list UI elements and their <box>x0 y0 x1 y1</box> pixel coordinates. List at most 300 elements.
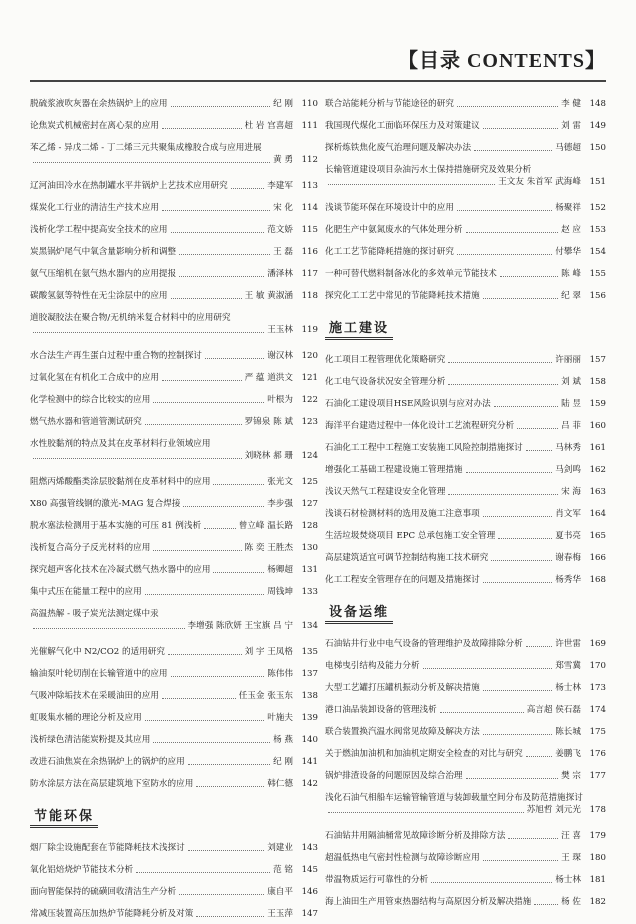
toc-entry[interactable] <box>325 764 606 786</box>
dot-leader <box>145 720 264 721</box>
toc-entry-title: 高温热解 - 吸子炭光法测定煤中汞 <box>30 609 159 619</box>
toc-entry-author: 杨士林 <box>555 875 581 885</box>
toc-entry[interactable] <box>30 640 318 662</box>
toc-entry[interactable] <box>30 114 318 136</box>
toc-entry-page: 134 <box>301 621 318 631</box>
toc-entry-author: 黄 勇 <box>273 155 293 165</box>
toc-entry-author: 杨卿超 <box>267 565 293 575</box>
toc-entry[interactable] <box>30 602 318 640</box>
toc-entry-author: 汪 喜 <box>561 831 581 841</box>
dot-leader <box>196 786 264 787</box>
toc-entry-page: 173 <box>589 683 606 693</box>
dot-leader <box>483 690 553 691</box>
toc-entry-author: 杜 岩 宫喜超 <box>244 121 293 131</box>
toc-entry[interactable] <box>30 366 318 388</box>
toc-entry[interactable] <box>325 676 606 698</box>
toc-entry-author: 刘晓林 郝 珊 <box>244 451 293 461</box>
toc-entry[interactable] <box>30 470 318 492</box>
toc-entry[interactable] <box>30 388 318 410</box>
toc-entry-title: 浅析绿色清洁能炭粉提及其应用 <box>30 735 151 745</box>
toc-entry-title: 改进石油焦炭在余热锅炉上的锅炉的应用 <box>30 757 185 767</box>
dot-leader <box>457 254 552 255</box>
toc-entry[interactable] <box>30 432 318 470</box>
toc-entry-title: 化工工艺节能降耗措施的探讨研究 <box>325 247 454 257</box>
toc-entry-title: 增强化工基础工程建设施工管理措施 <box>325 465 463 475</box>
dot-leader <box>33 458 242 459</box>
toc-entry-page: 159 <box>589 399 606 409</box>
toc-entry-author: 罗锦泉 陈 斌 <box>244 417 293 427</box>
toc-entry-title: 探究超声客化技术在冷凝式燃气热水器中的应用 <box>30 565 211 575</box>
toc-entry[interactable] <box>325 392 606 414</box>
dot-leader <box>213 572 264 573</box>
toc-entry[interactable] <box>325 720 606 742</box>
toc-entry-title: 浅谈石材检测材料的选用及施工注意事项 <box>325 509 480 519</box>
equipment-toc-list <box>325 632 606 912</box>
toc-entry[interactable] <box>325 568 606 590</box>
toc-entry-author: 陈伟伟 <box>267 669 293 679</box>
dot-leader <box>153 550 241 551</box>
toc-entry-author: 吕 菲 <box>561 421 581 431</box>
toc-entry-meta <box>30 324 318 340</box>
toc-entry-page: 135 <box>301 647 318 657</box>
toc-entry-title: 化工工程安全管理存在的问题及措施探讨 <box>325 575 480 585</box>
toc-entry[interactable] <box>30 174 318 196</box>
toc-entry[interactable] <box>325 370 606 392</box>
toc-entry[interactable] <box>325 414 606 436</box>
toc-entry-title: 脱水塞法检测用于基本实施的可压 81 例浅析 <box>30 521 202 531</box>
dot-leader <box>526 646 553 647</box>
toc-entry-page: 164 <box>589 509 606 519</box>
toc-entry-author: 刘建业 <box>267 843 293 853</box>
toc-entry[interactable] <box>325 824 606 846</box>
toc-entry[interactable] <box>325 698 606 720</box>
toc-entry-title: 脱硫浆液吹灰器在余热锅炉上的应用 <box>30 99 168 109</box>
dot-leader <box>196 916 264 917</box>
toc-entry[interactable] <box>325 868 606 890</box>
toc-entry-page: 148 <box>589 99 606 109</box>
toc-entry[interactable] <box>325 546 606 568</box>
toc-entry-author: 任玉金 张玉东 <box>238 691 293 701</box>
toc-entry-page: 150 <box>589 143 606 153</box>
toc-entry-author: 刘 雷 <box>561 121 581 131</box>
dot-leader <box>517 428 558 429</box>
toc-entry-page: 165 <box>589 531 606 541</box>
dot-leader <box>457 210 552 211</box>
toc-entry[interactable] <box>30 772 318 794</box>
dot-leader <box>483 298 558 299</box>
toc-entry-page: 143 <box>301 843 318 853</box>
toc-entry-meta <box>325 176 606 192</box>
header-rule <box>30 80 606 82</box>
dot-leader <box>494 406 558 407</box>
toc-entry-title: 水性胶黏剂的特点及其在皮革材料行业领域应用 <box>30 439 211 449</box>
toc-entry-author: 杨 佐 <box>561 897 581 907</box>
toc-entry[interactable] <box>30 706 318 728</box>
toc-entry[interactable] <box>30 218 318 240</box>
toc-entry-author: 纪 刚 <box>273 99 293 109</box>
toc-entry-title: 石油钻井行业中电气设备的管理维护及故障排除分析 <box>325 639 523 649</box>
toc-entry-author: 肖文军 <box>555 509 581 519</box>
toc-entry-page: 152 <box>589 203 606 213</box>
toc-entry-title: 浅议天然气工程建设安全化管理 <box>325 487 446 497</box>
toc-entry-author: 刘 宇 王凤格 <box>244 647 293 657</box>
dot-leader <box>498 538 552 539</box>
toc-entry-title: 化学检测中的综合比较实的应用 <box>30 395 151 405</box>
toc-entry-title: 石油钻井用隔油桶常见故障诊断分析及排除方法 <box>325 831 506 841</box>
toc-entry-page: 169 <box>589 639 606 649</box>
dot-leader <box>466 778 559 779</box>
toc-entry[interactable] <box>325 158 606 196</box>
toc-entry[interactable] <box>30 880 318 902</box>
toc-entry[interactable] <box>325 262 606 284</box>
toc-entry[interactable] <box>325 890 606 912</box>
contents-header: 【目录 CONTENTS】 <box>397 50 606 72</box>
dot-leader <box>483 582 553 583</box>
toc-entry-author: 范 铭 <box>273 865 293 875</box>
dot-leader <box>162 128 242 129</box>
toc-entry[interactable] <box>325 502 606 524</box>
toc-entry-page: 120 <box>301 351 318 361</box>
toc-entry-title: 氧化铝焙烧炉节能技术分析 <box>30 865 134 875</box>
toc-entry-author: 曾立峰 温长路 <box>238 521 293 531</box>
toc-entry-page: 127 <box>301 499 318 509</box>
dot-leader <box>205 358 264 359</box>
toc-entry-author: 叶根为 <box>267 395 293 405</box>
toc-entry-author: 王 磊 <box>273 247 293 257</box>
toc-entry[interactable] <box>325 654 606 676</box>
toc-entry-title: 海洋平台建造过程中一体化设计工艺流程研究分析 <box>325 421 515 431</box>
toc-entry-title: 阻燃丙烯酸酯类涂层胶黏剂在皮革材料中的应用 <box>30 477 211 487</box>
toc-entry-page: 121 <box>301 373 318 383</box>
toc-entry-title: 电梯曳引结构及能力分析 <box>325 661 420 671</box>
toc-entry[interactable] <box>30 92 318 114</box>
toc-entry-page: 112 <box>301 155 318 165</box>
toc-entry-page: 182 <box>589 897 606 907</box>
toc-entry-page: 110 <box>301 99 318 109</box>
dot-leader <box>179 894 264 895</box>
toc-entry-author: 康自平 <box>267 887 293 897</box>
toc-entry-title: 我国现代煤化工面临环保压力及对策建议 <box>325 121 480 131</box>
toc-entry-title: X80 高强管线钢的激光-MAG 复合焊接 <box>30 499 181 509</box>
toc-entry-author: 李 健 <box>561 99 581 109</box>
toc-entry-title: 探析炼铁焦化废气治理问题及解决办法 <box>325 143 472 153</box>
toc-entry-page: 141 <box>301 757 318 767</box>
toc-entry-author: 陈 奕 王胜杰 <box>244 543 293 553</box>
dot-leader <box>474 150 552 151</box>
toc-entry-author: 潘泽林 <box>267 269 293 279</box>
toc-entry[interactable] <box>325 632 606 654</box>
toc-entry[interactable] <box>30 136 318 174</box>
toc-entry[interactable] <box>30 262 318 284</box>
toc-entry-author: 谢汉林 <box>267 351 293 361</box>
toc-entry-page: 124 <box>301 451 318 461</box>
toc-entry-title: 苯乙烯 - 异戊二烯 - 丁二烯三元共聚集成橡胶合成与应用进展 <box>30 143 262 153</box>
dot-leader <box>183 506 264 507</box>
toc-entry-page: 153 <box>589 225 606 235</box>
toc-entry-author: 赵 应 <box>561 225 581 235</box>
toc-entry-page: 125 <box>301 477 318 487</box>
dot-leader <box>500 276 558 277</box>
toc-entry-page: 118 <box>301 291 318 301</box>
toc-entry-title: 港口油品装卸设备的管理浅析 <box>325 705 437 715</box>
left-column <box>30 92 318 924</box>
toc-entry-author: 宋 化 <box>273 203 293 213</box>
toc-entry-title: 炭黑锅炉尾气中氧含量影响分析和调整 <box>30 247 177 257</box>
dot-leader <box>431 882 552 883</box>
toc-entry-author: 郑雪冀 <box>555 661 581 671</box>
toc-entry-author: 陈长城 <box>555 727 581 737</box>
toc-entry-title: 煤炭化工行业的清洁生产技术应用 <box>30 203 159 213</box>
toc-entry-title: 长输管道建设项目杂油污水土保持措施研究及效果分析 <box>325 165 532 175</box>
toc-entry-title: 浅谈节能环保在环境设计中的应用 <box>325 203 454 213</box>
dot-leader <box>179 254 270 255</box>
left-toc-list <box>30 92 318 794</box>
dot-leader <box>171 676 265 677</box>
dot-leader <box>162 210 270 211</box>
toc-entry-title: 化工项目工程管理优化策略研究 <box>325 355 446 365</box>
toc-entry[interactable] <box>325 348 606 370</box>
toc-entry-title: 虹吸集水桶的理论分析及应用 <box>30 713 142 723</box>
toc-entry[interactable] <box>325 218 606 240</box>
toc-entry-page: 155 <box>589 269 606 279</box>
toc-entry-page: 175 <box>589 727 606 737</box>
toc-entry-author: 周钱坤 <box>267 587 293 597</box>
toc-entry-title: 浅析化学工程中提高安全技术的应用 <box>30 225 168 235</box>
toc-entry-title: 光催解气化中 N2/CO2 的适用研究 <box>30 647 165 657</box>
toc-entry-page: 142 <box>301 779 318 789</box>
toc-entry[interactable] <box>325 136 606 158</box>
toc-entry-title: 关于燃油加油机和加油机定期安全检查的对比与研究 <box>325 749 523 759</box>
energy-toc-list <box>30 836 318 924</box>
toc-entry[interactable] <box>325 742 606 764</box>
toc-entry[interactable] <box>30 492 318 514</box>
toc-entry-author: 马林秀 <box>555 443 581 453</box>
toc-entry-page: 176 <box>589 749 606 759</box>
dot-leader <box>231 188 265 189</box>
toc-entry-page: 116 <box>301 247 318 257</box>
toc-entry-author: 姜鹏飞 <box>555 749 581 759</box>
dot-leader <box>440 712 524 713</box>
toc-entry-page: 130 <box>301 543 318 553</box>
toc-entry-title: 锅炉排渣设备的问题原因及综合治理 <box>325 771 463 781</box>
toc-entry[interactable] <box>30 240 318 262</box>
dot-leader <box>171 232 265 233</box>
toc-entry-page: 168 <box>589 575 606 585</box>
toc-entry[interactable] <box>325 786 606 824</box>
toc-entry-page: 138 <box>301 691 318 701</box>
toc-entry[interactable] <box>30 306 318 344</box>
toc-entry[interactable] <box>30 344 318 366</box>
right-column <box>325 92 606 912</box>
dot-leader <box>483 860 558 861</box>
toc-entry-title: 集中式压在能量工程中的应用 <box>30 587 142 597</box>
toc-entry-title: 联合站能耗分析与节能途径的研究 <box>325 99 454 109</box>
toc-entry-page: 160 <box>589 421 606 431</box>
toc-entry-title: 高层建筑适宜可调节控制结构施工技术研究 <box>325 553 489 563</box>
toc-entry-author: 许世雷 <box>555 639 581 649</box>
dot-leader <box>457 106 558 107</box>
toc-entry[interactable] <box>325 480 606 502</box>
toc-entry-author: 韩仁德 <box>267 779 293 789</box>
toc-entry[interactable] <box>325 458 606 480</box>
toc-entry-title: 过氧化氢在有机化工合成中的应用 <box>30 373 159 383</box>
toc-entry-title: 探究化工工艺中常见的节能降耗技术措施 <box>325 291 480 301</box>
toc-entry[interactable] <box>325 284 606 306</box>
dot-leader <box>526 756 553 757</box>
toc-entry-author: 苏旭哲 刘元光 <box>526 805 581 815</box>
toc-entry-page: 180 <box>589 853 606 863</box>
construction-toc-list <box>325 348 606 590</box>
toc-entry[interactable] <box>30 684 318 706</box>
toc-entry-author: 樊 宗 <box>561 771 581 781</box>
toc-entry-author: 杨聚祥 <box>555 203 581 213</box>
toc-entry-title: 化工电气设备状况安全管理分析 <box>325 377 446 387</box>
toc-entry-author: 李建军 <box>267 181 293 191</box>
toc-entry-page: 151 <box>589 177 606 187</box>
toc-entry[interactable] <box>325 846 606 868</box>
toc-entry-page: 162 <box>589 465 606 475</box>
toc-entry[interactable] <box>325 114 606 136</box>
toc-entry-meta <box>30 154 318 170</box>
toc-entry-title: 道胶凝胶法在聚合物/无机纳米复合材料中的应用研究 <box>30 313 231 323</box>
dot-leader <box>448 494 558 495</box>
toc-entry-page: 137 <box>301 669 318 679</box>
dot-leader <box>145 594 264 595</box>
dot-leader <box>171 106 271 107</box>
toc-entry-author: 李步强 <box>267 499 293 509</box>
toc-entry[interactable] <box>30 728 318 750</box>
toc-entry-author: 高言超 侯石磊 <box>526 705 581 715</box>
toc-entry-title: 碳酸氢氨等特性在无尘涂层中的应用 <box>30 291 168 301</box>
dot-leader <box>483 734 553 735</box>
dot-leader <box>534 904 558 905</box>
dot-leader <box>448 384 558 385</box>
toc-entry[interactable] <box>30 750 318 772</box>
toc-entry-page: 131 <box>301 565 318 575</box>
toc-entry-page: 111 <box>301 121 318 131</box>
toc-entry[interactable] <box>325 436 606 458</box>
dot-leader <box>213 484 264 485</box>
toc-entry[interactable] <box>30 662 318 684</box>
toc-entry[interactable] <box>30 536 318 558</box>
toc-entry-page: 170 <box>589 661 606 671</box>
dot-leader <box>136 872 270 873</box>
toc-entry-title: 石油化工工程中工程施工安装施工风险控制措施探讨 <box>325 443 523 453</box>
toc-entry-page: 154 <box>589 247 606 257</box>
toc-entry-page: 147 <box>301 909 318 919</box>
toc-entry-title: 带温物质运行可靠性的分析 <box>325 875 429 885</box>
toc-entry-author: 王玉林 <box>267 325 293 335</box>
dot-leader <box>153 742 270 743</box>
toc-entry-page: 166 <box>589 553 606 563</box>
toc-entry-meta <box>30 620 318 636</box>
dot-leader <box>508 838 558 839</box>
toc-entry-page: 181 <box>589 875 606 885</box>
toc-entry-author: 王 敏 黄淑涵 <box>244 291 293 301</box>
toc-entry[interactable] <box>325 240 606 262</box>
toc-entry-author: 马德超 <box>555 143 581 153</box>
dot-leader <box>188 850 265 851</box>
toc-entry-author: 杨 燕 <box>273 735 293 745</box>
toc-entry-author: 纪 刚 <box>273 757 293 767</box>
toc-entry-title: 面向智能保持的硫磺回收清洁生产分析 <box>30 887 177 897</box>
dot-leader <box>153 402 264 403</box>
toc-entry[interactable] <box>30 410 318 432</box>
toc-entry[interactable] <box>30 514 318 536</box>
toc-entry-page: 157 <box>589 355 606 365</box>
toc-entry-title: 浅化石油气相船车运输管输管道与装卸载量空间分布及防范措施探讨 <box>325 793 583 803</box>
toc-entry-page: 114 <box>301 203 318 213</box>
dot-leader <box>491 560 552 561</box>
toc-entry-page: 117 <box>301 269 318 279</box>
toc-entry-author: 王玉萍 <box>267 909 293 919</box>
toc-entry-page: 178 <box>589 805 606 815</box>
toc-entry-title: 大型工艺罐打压罐机振动分析及解决措施 <box>325 683 480 693</box>
toc-entry[interactable] <box>325 92 606 114</box>
toc-entry-page: 115 <box>301 225 318 235</box>
toc-entry-author: 宋 海 <box>561 487 581 497</box>
toc-entry-title: 论焦炭式机械密封在离心泵的应用 <box>30 121 159 131</box>
dot-leader <box>328 184 495 185</box>
toc-entry-page: 174 <box>589 705 606 715</box>
toc-entry-author: 王文友 朱首军 武海峰 <box>498 177 581 187</box>
toc-entry-author: 李增强 陈欣妍 王宝旗 吕 宁 <box>187 621 293 631</box>
toc-entry-page: 177 <box>589 771 606 781</box>
toc-entry-page: 122 <box>301 395 318 405</box>
toc-entry-page: 133 <box>301 587 318 597</box>
section-title-equipment: 设备运维 <box>325 600 393 624</box>
toc-entry[interactable] <box>30 580 318 602</box>
dot-leader <box>328 812 524 813</box>
toc-entry-author: 王 琛 <box>561 853 581 863</box>
toc-entry-title: 燃气热水器和管道管测试研究 <box>30 417 142 427</box>
toc-entry[interactable] <box>30 284 318 306</box>
toc-entry-page: 123 <box>301 417 318 427</box>
toc-entry-page: 139 <box>301 713 318 723</box>
toc-entry-author: 许丽丽 <box>555 355 581 365</box>
dot-leader <box>204 528 236 529</box>
toc-entry-page: 146 <box>301 887 318 897</box>
toc-entry-page: 113 <box>301 181 318 191</box>
toc-entry-author: 马剑鸣 <box>555 465 581 475</box>
toc-entry[interactable] <box>30 196 318 218</box>
toc-entry-title: 常减压装置高压加热炉节能降耗分析及对策 <box>30 909 194 919</box>
toc-entry-author: 谢春梅 <box>555 553 581 563</box>
toc-entry-page: 140 <box>301 735 318 745</box>
dot-leader <box>423 668 553 669</box>
section-title-construction: 施工建设 <box>325 316 393 340</box>
toc-entry-author: 陆 昱 <box>561 399 581 409</box>
toc-entry-title: 输油泵叶轮切削在长输管道中的应用 <box>30 669 168 679</box>
dot-leader <box>171 298 242 299</box>
toc-entry-title: 氨气压缩机在氨气热水器内的应用提报 <box>30 269 177 279</box>
dot-leader <box>145 424 242 425</box>
dot-leader <box>33 162 270 163</box>
dot-leader <box>466 232 559 233</box>
toc-entry-author: 夏书亮 <box>555 531 581 541</box>
toc-entry[interactable] <box>30 836 318 858</box>
toc-entry[interactable] <box>30 902 318 924</box>
toc-entry-page: 158 <box>589 377 606 387</box>
toc-entry[interactable] <box>325 524 606 546</box>
dot-leader <box>179 276 264 277</box>
dot-leader <box>526 450 553 451</box>
toc-entry-title: 联合装置换汽温水阀常见故障及解决方法 <box>325 727 480 737</box>
toc-entry[interactable] <box>325 196 606 218</box>
toc-entry[interactable] <box>30 558 318 580</box>
toc-entry-title: 烟厂除尘设施配套在节能降耗技术浅探讨 <box>30 843 185 853</box>
toc-entry[interactable] <box>30 858 318 880</box>
